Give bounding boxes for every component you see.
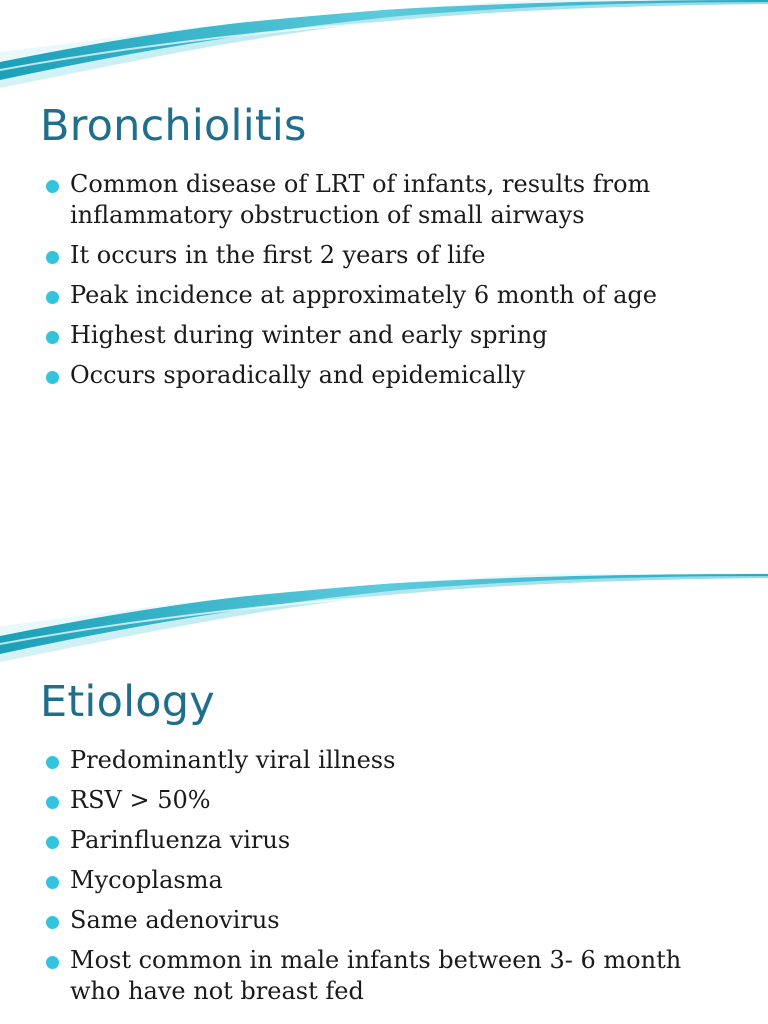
bullet-dot-icon [46,756,59,769]
list-item-text: Occurs sporadically and epidemically [70,361,526,389]
list-item [44,905,708,936]
bullet-dot-icon [46,916,59,929]
list-item [44,785,708,816]
bullet-dot-icon [46,180,59,193]
slide-header-wave [0,0,768,92]
slide-header-wave [0,574,768,666]
slide-title: Bronchiolitis [40,101,307,151]
slide-title: Etiology [40,677,215,727]
list-item-text: Highest during winter and early spring [70,321,548,349]
bullet-dot-icon [46,796,59,809]
list-item [44,280,708,311]
bullet-dot-icon [46,836,59,849]
list-item-text: Most common in male infants between 3- 6 month who have not breast fed [70,946,682,1005]
list-item-text: Predominantly viral illness [70,746,396,774]
slide-etiology [0,574,768,1024]
bullet-list [44,745,708,1016]
bullet-dot-icon [46,956,59,969]
list-item [44,169,708,231]
bullet-dot-icon [46,876,59,889]
list-item-text: Mycoplasma [70,866,223,894]
bullet-list [44,169,708,400]
bullet-dot-icon [46,291,59,304]
list-item [44,360,708,391]
list-item [44,945,708,1007]
list-item [44,865,708,896]
list-item [44,240,708,271]
list-item-text: Same adenovirus [70,906,280,934]
list-item-text: Parinfluenza virus [70,826,291,854]
list-item-text: Common disease of LRT of infants, results from inflammatory obstruction of small airways [70,170,651,229]
bullet-dot-icon [46,331,59,344]
list-item-text: RSV > 50% [70,786,211,814]
list-item-text: Peak incidence at approximately 6 month of age [70,281,657,309]
list-item [44,745,708,776]
list-item [44,825,708,856]
list-item-text: It occurs in the first 2 years of life [70,241,486,269]
bullet-dot-icon [46,371,59,384]
bullet-dot-icon [46,251,59,264]
list-item [44,320,708,351]
